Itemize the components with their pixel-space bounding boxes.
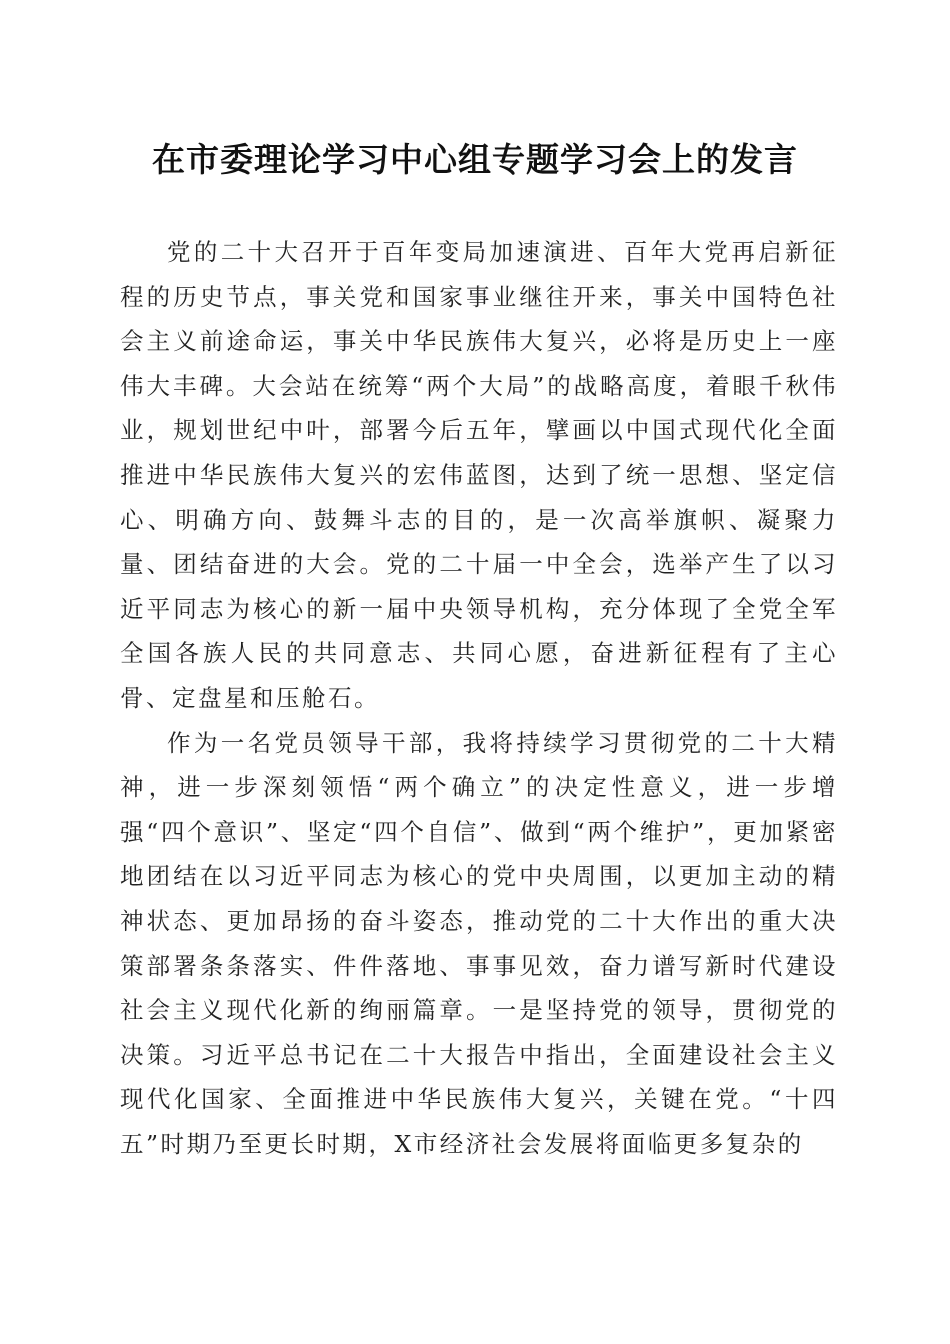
document-title: 在市委理论学习中心组专题学习会上的发言 — [152, 140, 798, 179]
paragraph: 作为一名党员领导干部，我将持续学习贯彻党的二十大精神，进一步深刻领悟“两个确立”的决定性意义，进一步增强“四个意识”、坚定“四个自信”、做到“两个维护”，更加紧密地团结在以习近平同志为核心的党中央周围，以更加主动的精神状态、更加昂扬的奋斗姿态，推动党的二十大作出的重大决策部署条条落实、件件落地、事事见效，奋力谱写新时代建设社会主义现代化新的绚丽篇章。一是坚持党的领导，贯彻党的决策。习近平总书记在二十大报告中指出，全面建设社会主义现代化国家、全面推进中华民族伟大复兴，关键在党。“十四五”时期乃至更长时期，X市经济社会发展将面临更多复杂的 — [120, 728, 838, 1158]
document-body — [120, 230, 838, 1166]
paragraph: 党的二十大召开于百年变局加速演进、百年大党再启新征程的历史节点，事关党和国家事业继往开来，事关中国特色社会主义前途命运，事关中华民族伟大复兴，必将是历史上一座伟大丰碑。大会站在统筹“两个大局”的战略高度，着眼千秋伟业，规划世纪中叶，部署今后五年，擘画以中国式现代化全面推进中华民族伟大复兴的宏伟蓝图，达到了统一思想、坚定信心、明确方向、鼓舞斗志的目的，是一次高举旗帜、凝聚力量、团结奋进的大会。党的二十届一中全会，选举产生了以习近平同志为核心的新一届中央领导机构，充分体现了全党全军全国各族人民的共同意志、共同心愿，奋进新征程有了主心骨、定盘星和压舱石。 — [120, 238, 838, 712]
